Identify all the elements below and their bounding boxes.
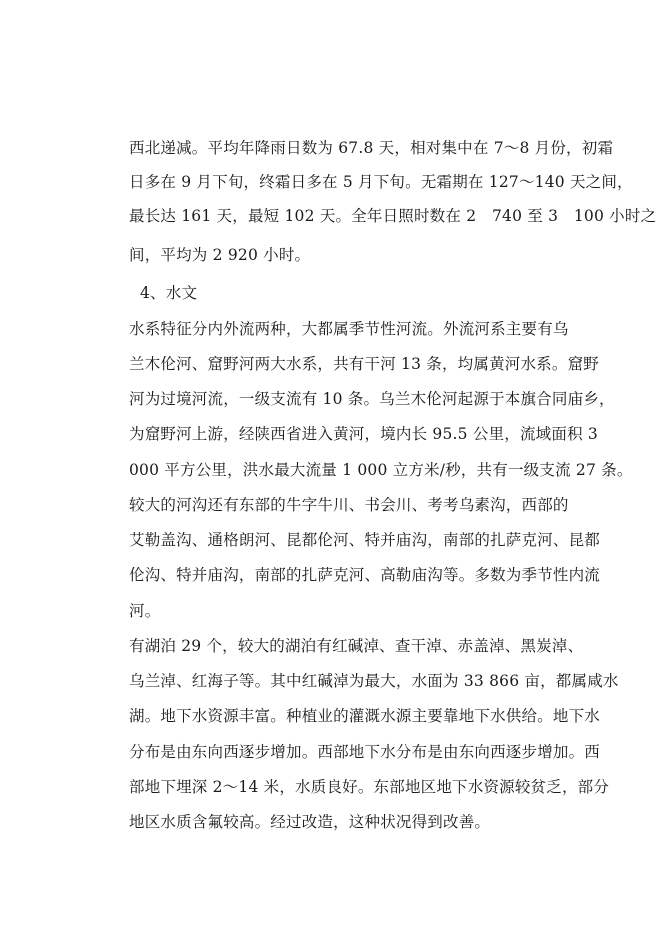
text-line: 分布是由东向西逐步增加。西部地下水分布是由东向西逐步增加。西 <box>129 743 601 761</box>
text-line: 为窟野河上游，经陕西省进入黄河，境内长 95.5 公里，流域面积 3 <box>129 425 598 443</box>
text-line: 艾勒盖沟、通格朗河、昆都伦河、特并庙沟，南部的扎萨克河、昆都 <box>129 531 601 549</box>
text-line: 河为过境河流，一级支流有 10 条。乌兰木伦河起源于本旗合同庙乡， <box>129 390 615 408</box>
text-line: 湖。地下水资源丰富。种植业的灌溉水源主要靠地下水供给。地下水 <box>129 707 601 725</box>
text-line: 兰木伦河、窟野河两大水系，共有干河 13 条，均属黄河水系。窟野 <box>129 355 599 373</box>
paragraph-first-line: 水系特征分内外流两种，大都属季节性河流。外流河系主要有乌 <box>129 320 569 338</box>
section-heading: 4、水文 <box>140 284 198 302</box>
paragraph-first-line: 较大的河沟还有东部的牛字牛川、书会川、考考乌素沟，西部的 <box>129 496 569 514</box>
text-line: 部地下埋深 2～14 米，水质良好。东部地区地下水资源较贫乏，部分 <box>129 778 610 796</box>
text-line: 乌兰淖、红海子等。其中红碱淖为最大，水面为 33 866 亩，都属咸水 <box>129 672 619 690</box>
text-line: 地区水质含氟较高。经过改造，这种状况得到改善。 <box>129 813 491 831</box>
paragraph-first-line: 有湖泊 29 个，较大的湖泊有红碱淖、查干淖、赤盖淖、黑炭淖、 <box>129 637 584 655</box>
text-line: 日多在 9 月下旬，终霜日多在 5 月下旬。无霜期在 127～140 天之间， <box>129 173 633 191</box>
text-line: 最长达 161 天，最短 102 天。全年日照时数在 2 740 至 3 100 小时之 <box>129 207 657 225</box>
text-line: 伦沟、特并庙沟，南部的扎萨克河、高勒庙沟等。多数为季节性内流 <box>129 566 601 584</box>
text-line: 000 平方公里，洪水最大流量 1 000 立方米/秒，共有一级支流 27 条。 <box>129 461 633 479</box>
text-line: 河。 <box>129 602 161 620</box>
text-line: 西北递减。平均年降雨日数为 67.8 天，相对集中在 7～8 月份，初霜 <box>129 139 614 157</box>
text-line: 间，平均为 2 920 小时。 <box>129 246 311 264</box>
